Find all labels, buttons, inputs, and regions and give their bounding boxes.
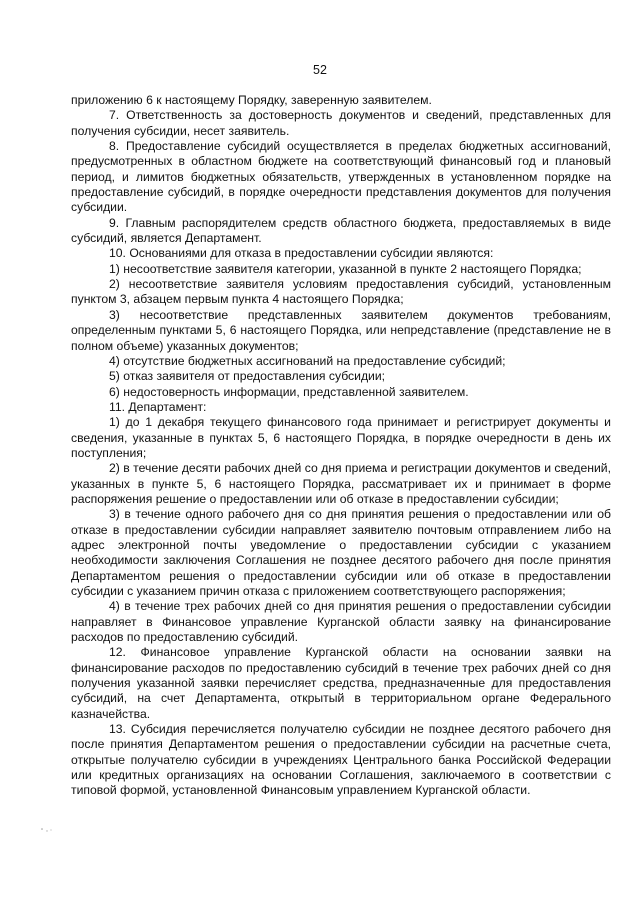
paragraph-11-item-3: 3) в течение одного рабочего дня со дня принятия решения о предоставлении или об отказе в предоставлении субсидии направляет заявителю почтовым отправлением либо на адрес электронной почты уведомление о предоставлении субсидии с указанием необходимости заключения Соглашения не позднее десятого рабочего дня после принятия Департаментом решения о предоставлении субсидии или об отказе в предоставлении субсидии с указанием причин отказа с приложением соответствующего распоряжения;	[71, 507, 611, 598]
page-number: 52	[313, 63, 327, 77]
paragraph-10-item-4: 4) отсутствие бюджетных ассигнований на предоставление субсидий;	[109, 353, 506, 368]
paragraph-7: 7. Ответственность за достоверность документов и сведений, представленных для получения субсидии, несет заявитель.	[71, 108, 611, 138]
paragraph-10-item-3: 3) несоответствие представленных заявителем документов требованиям, определенным пунктами 5, 6 настоящего Порядка, или непредставление (представление не в полном объеме) указанных документов;	[71, 307, 611, 353]
paragraph-8: 8. Предоставление субсидий осуществляется в пределах бюджетных ассигнований, предусмотренных в областном бюджете на соответствующий финансовый год и плановый период, и лимитов бюджетных обязательств, утвержденных в установленном порядке на предоставление субсидий, в порядке очередности представления документов для получения субсидии.	[71, 139, 611, 215]
paragraph-13: 13. Субсидия перечисляется получателю субсидии не позднее десятого рабочего дня после принятия Департаментом решения о предоставлении субсидии на расчетные счета, открытые получателю субсидии в учреждениях Центрального банка Российской Федерации или кредитных организациях на основании Соглашения, заключаемого в соответствии с типовой формой, установленной Финансовым управлением Курганской области.	[71, 722, 611, 798]
paragraph-11-item-1: 1) до 1 декабря текущего финансового года принимает и регистрирует документы и сведения, указанные в пунктах 5, 6 настоящего Порядка, в порядке очередности в день их поступления;	[71, 415, 611, 460]
paragraph-12: 12. Финансовое управление Курганской области на основании заявки на финансирование расходов по предоставлению субсидий в течение трех рабочих дней со дня получения указанной заявки перечисляет средства, предназначенные для предоставления субсидий, на счет Департамента, открытый в территориальном органе Федерального казначейства.	[71, 645, 611, 721]
paragraph-10: 10. Основаниями для отказа в предоставлении субсидии являются:	[109, 246, 494, 261]
scan-speck	[40, 826, 54, 834]
paragraph-10-item-1: 1) несоответствие заявителя категории, указанной в пункте 2 настоящего Порядка;	[109, 261, 582, 276]
paragraph-9: 9. Главным распорядителем средств областного бюджета, предоставляемых в виде субсидий, является Департамент.	[71, 215, 611, 246]
paragraph-10-item-5: 5) отказ заявителя от предоставления субсидии;	[109, 369, 386, 384]
paragraph-10-item-6: 6) недостоверность информации, представленной заявителем.	[109, 384, 469, 399]
paragraph-11: 11. Департамент:	[109, 399, 207, 414]
paragraph-11-item-2: 2) в течение десяти рабочих дней со дня приема и регистрации документов и сведений, указанных в пункте 5, 6 настоящего Порядка, рассматривает их и принимает в форме распоряжения решение о предоставлении или об отказе в предоставлении субсидии;	[71, 461, 611, 506]
document-body	[71, 93, 611, 799]
paragraph-10-item-2: 2) несоответствие заявителя условиям предоставления субсидий, установленным пунктом 3, абзацем первым пункта 4 настоящего Порядка;	[71, 277, 611, 307]
paragraph-continuation: приложению 6 к настоящему Порядку, заверенную заявителем.	[71, 93, 432, 107]
paragraph-11-item-4: 4) в течение трех рабочих дней со дня принятия решения о предоставлении субсидии направляет в Финансовое управление Курганской области заявку на финансирование расходов по предоставлению субсидий.	[71, 599, 611, 645]
